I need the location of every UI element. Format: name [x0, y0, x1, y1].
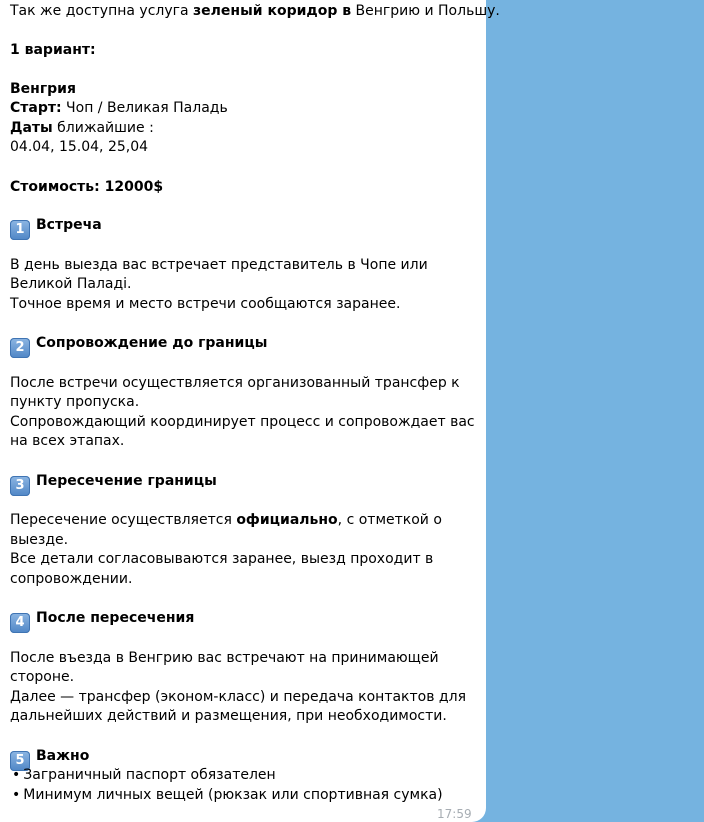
bullet-item	[10, 785, 443, 805]
section-2-heading	[10, 333, 267, 353]
keycap-4-icon: 4	[10, 613, 30, 633]
country-text: Венгрия	[10, 81, 76, 97]
intro-text-end: Венгрию и Польшу.	[351, 3, 500, 19]
section-2-title: Сопровождение до границы	[36, 335, 268, 351]
dates-list: 04.04, 15.04, 25,04	[10, 139, 149, 155]
section-2-line: на всех этапах.	[10, 433, 125, 449]
section-4-line: После въезда в Венгрию вас встречают на принимающей	[10, 650, 439, 666]
section-3-title: Пересечение границы	[36, 473, 217, 489]
bullet-text: Заграничный паспорт обязателен	[23, 767, 276, 783]
section-2-line: пункту пропуска.	[10, 394, 140, 410]
section-1-line: В день выезда вас встречает представитель в Чопе или	[10, 257, 428, 273]
start-line	[10, 98, 228, 118]
intro-line	[10, 1, 500, 21]
start-label: Старт:	[10, 100, 62, 116]
section-1-line: Точное время и место встречи сообщаются заранее.	[10, 296, 401, 312]
cost-line	[10, 177, 163, 197]
section-3-line	[10, 510, 442, 530]
intro-bold: зеленый коридор в	[193, 3, 352, 19]
bullet-item	[10, 765, 276, 785]
section-3-heading	[10, 471, 217, 491]
section-4-line: дальнейших действий и размещения, при необходимости.	[10, 708, 447, 724]
section-1-heading	[10, 215, 102, 235]
variant-title	[10, 40, 96, 60]
keycap-3-icon: 3	[10, 476, 30, 496]
section-3-line: выезде.	[10, 532, 69, 548]
dates-line	[10, 118, 154, 138]
country-title	[10, 79, 76, 99]
section-3-text: Пересечение осуществляется	[10, 512, 237, 528]
section-5-title: Важно	[36, 748, 90, 764]
message-timestamp: 17:59	[437, 807, 472, 821]
section-2-line: После встречи осуществляется организованный трансфер к	[10, 375, 460, 391]
section-2-line: Сопровождающий координирует процесс и сопровождает вас	[10, 414, 475, 430]
keycap-1-icon: 1	[10, 220, 30, 240]
section-3-line: сопровождении.	[10, 571, 133, 587]
bullet-icon: •	[12, 767, 21, 783]
variant-title-text: 1 вариант:	[10, 42, 96, 58]
section-3-text-end: , с отметкой о	[337, 512, 442, 528]
cost-text: Стоимость: 12000$	[10, 179, 164, 195]
start-value: Чоп / Великая Паладь	[61, 100, 228, 116]
bullet-icon: •	[12, 787, 21, 803]
intro-text: Так же доступна услуга	[10, 3, 194, 19]
dates-suffix: ближайшие :	[52, 120, 154, 136]
dates-label: Даты	[10, 120, 53, 136]
section-4-line: стороне.	[10, 669, 75, 685]
section-1-line: Великой Паладі.	[10, 276, 132, 292]
section-4-heading	[10, 608, 194, 628]
section-3-line: Все детали согласовываются заранее, выезд проходит в	[10, 551, 434, 567]
section-5-heading	[10, 746, 89, 766]
keycap-5-icon: 5	[10, 751, 30, 771]
keycap-2-icon: 2	[10, 338, 30, 358]
section-1-title: Встреча	[36, 217, 102, 233]
bullet-text: Минимум личных вещей (рюкзак или спортивная сумка)	[23, 787, 443, 803]
section-4-line: Далее — трансфер (эконом-класс) и передача контактов для	[10, 689, 466, 705]
section-4-title: После пересечения	[36, 610, 195, 626]
section-3-bold: официально	[236, 512, 338, 528]
